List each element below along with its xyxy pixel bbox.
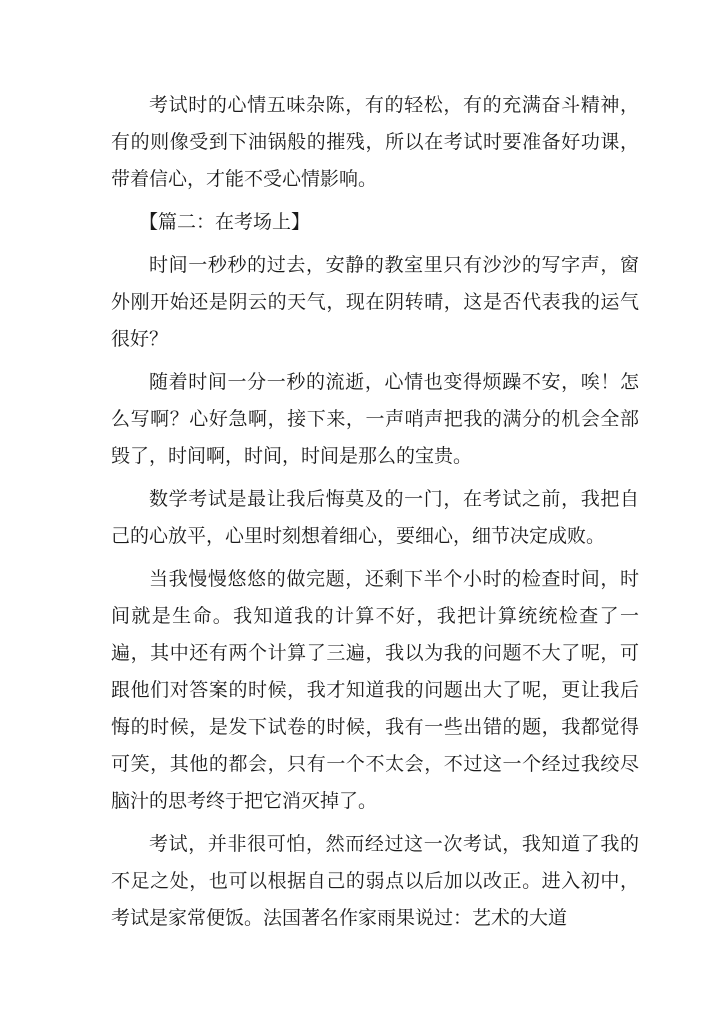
paragraph-6: 考试，并非很可怕，然而经过这一次考试，我知道了我的不足之处，也可以根据自己的弱点以后加以改正。进入初中，考试是家常便饭。法国著名作家雨果说过：艺术的大道: [111, 833, 639, 929]
paragraph-4: 数学考试是最让我后悔莫及的一门，在考试之前，我把自己的心放平，心里时刻想着细心，要细心，细节决定成败。: [111, 488, 639, 547]
paragraph-3: 随着时间一分一秒的流逝，心情也变得烦躁不安，唉！怎么写啊？心好急啊，接下来，一声哨声把我的满分的机会全部毁了，时间啊，时间，时间是那么的宝贵。: [111, 371, 639, 467]
paragraph-2: 时间一秒秒的过去，安静的教室里只有沙沙的写字声，窗外刚开始还是阴云的天气，现在阴转晴，这是否代表我的运气很好？: [111, 254, 639, 350]
paragraph-1: 考试时的心情五味杂陈，有的轻松，有的充满奋斗精神，有的则像受到下油锅般的摧残，所以在考试时要准备好功课，带着信心，才能不受心情影响。: [111, 94, 639, 190]
paragraph-5: 当我慢慢悠悠的做完题，还剩下半个小时的检查时间，时间就是生命。我知道我的计算不好，我把计算统统检查了一遍，其中还有两个计算了三遍，我以为我的问题不大了呢，可跟他们对答案的时候，我才知道我的问题出大了呢，更让我后悔的时候，是发下试卷的时候，我有一些出错的题，我都觉得可笑，其他的都会，只有一个不太会，不过这一个经过我绞尽脑汁的思考终于把它消灭掉了。: [111, 568, 639, 812]
document-body: [111, 87, 639, 943]
section-heading: 【篇二：在考场上】: [139, 211, 311, 233]
